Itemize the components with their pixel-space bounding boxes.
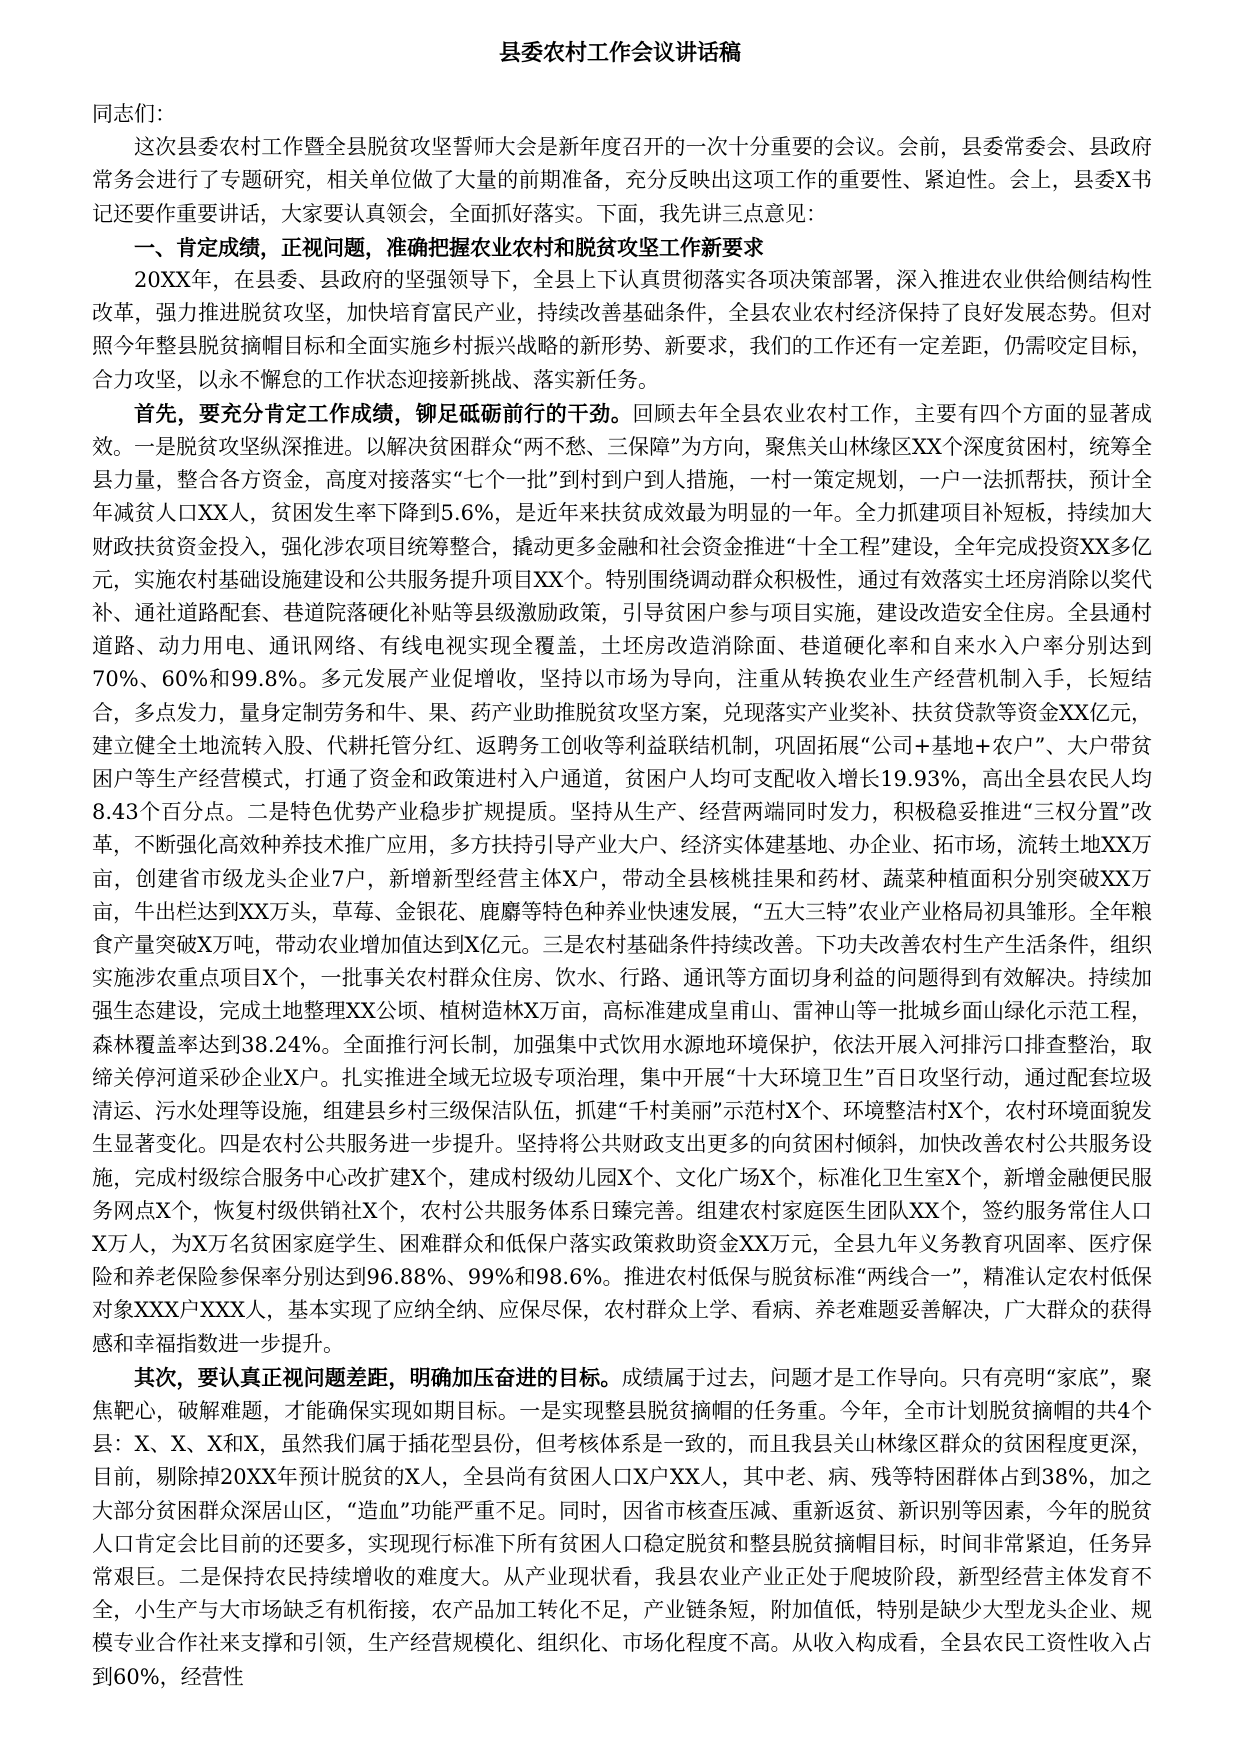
first-point-body: 回顾去年全县农业农村工作，主要有四个方面的显著成效。一是脱贫攻坚纵深推进。以解决贫困群众“两不愁、三保障”为方向，聚焦关山林缘区XX个深度贫困村，统筹全县力量，整合各方资金，高度对接落实“七个一批”到村到户到人措施，一村一策定规划，一户一法抓帮扶，预计全年减贫人口XX人，贫困发生率下降到5.6%，是近年来扶贫成效最为明显的一年。全力抓建项目补短板，持续加大财政扶贫资金投入，强化涉农项目统筹整合，撬动更多金融和社会资金推进“十全工程”建设，全年完成投资XX多亿元，实施农村基础设施建设和公共服务提升项目XX个。特别围绕调动群众积极性，通过有效落实土坯房消除以奖代补、通社道路配套、巷道院落硬化补贴等县级激励政策，引导贫困户参与项目实施，建设改造安全住房。全县通村道路、动力用电、通讯网络、有线电视实现全覆盖，土坯房改造消除面、巷道硬化率和自来水入户率分别达到70%、60%和99.8%。多元发展产业促增收，坚持以市场为导向，注重从转换农业生产经营机制入手，长短结合，多点发力，量身定制劳务和牛、果、药产业助推脱贫攻坚方案，兑现落实产业奖补、扶贫贷款等资金XX亿元，建立健全土地流转入股、代耕托管分红、返聘务工创收等利益联结机制，巩固拓展“公司+基地+农户”、大户带贫困户等生产经营模式，打通了资金和政策进村入户通道，贫困户人均可支配收入增长19.93%，高出全县农民人均8.43个百分点。二是特色优势产业稳步扩规提质。坚持从生产、经营两端同时发力，积极稳妥推进“三权分置”改革，不断强化高效种养技术推广应用，多方扶持引导产业大户、经济实体建基地、办企业、拓市场，流转土地XX万亩，创建省市级龙头企业7户，新增新型经营主体X户，带动全县核桃挂果和药材、蔬菜种植面积分别突破XX万亩，牛出栏达到XX万头，草莓、金银花、鹿麝等特色种养业快速发展，“五大三特”农业产业格局初具雏形。全年粮食产量突破X万吨，带动农业增加值达到X亿元。三是农村基础条件持续改善。下功夫改善农村生产生活条件，组织实施涉农重点项目X个，一批事关农村群众住房、饮水、行路、通讯等方面切身利益的问题得到有效解决。持续加强生态建设，完成土地整理XX公顷、植树造林X万亩，高标准建成皇甫山、雷神山等一批城乡面山绿化示范工程，森林覆盖率达到38.24%。全面推行河长制，加强集中式饮用水源地环境保护，依法开展入河排污口排查整治，取缔关停河道采砂企业X户。扎实推进全域无垃圾专项治理，集中开展“十大环境卫生”百日攻坚行动，通过配套垃圾清运、污水处理等设施，组建县乡村三级保洁队伍，抓建“千村美丽”示范村X个、环境整洁村X个，农村环境面貌发生显著变化。四是农村公共服务进一步提升。坚持将公共财政支出更多的向贫困村倾斜，加快改善农村公共服务设施，完成村级综合服务中心改扩建X个，建成村级幼儿园X个、文化广场X个，标准化卫生室X个，新增金融便民服务网点X个，恢复村级供销社X个，农村公共服务体系日臻完善。组建农村家庭医生团队XX个，签约服务常住人口X万人，为X万名贫困家庭学生、困难群众和低保户落实政策救助资金XX万元，全县九年义务教育巩固率、医疗保险和养老保险参保率分别达到96.88%、99%和98.6%。推进农村低保与脱贫标准“两线合一”，精准认定农村低保对象XXX户XXX人，基本实现了应纳全纳、应保尽保，农村群众上学、看病、养老难题妥善解决，广大群众的获得感和幸福指数进一步提升。 xyxy=(92,401,1152,1356)
greeting: 同志们： xyxy=(92,102,176,126)
second-point-paragraph xyxy=(92,1361,1152,1694)
second-point-lead: 其次，要认真正视问题差距，明确加压奋进的目标。 xyxy=(134,1364,622,1390)
document-title: 县委农村工作会议讲话稿 xyxy=(498,40,741,66)
section-1-paragraph: 20XX年，在县委、县政府的坚强领导下，全县上下认真贯彻落实各项决策部署，深入推进农业供给侧结构性改革，强力推进脱贫攻坚，加快培育富民产业，持续改善基础条件，全县农业农村经济保持了良好发展态势。但对照今年整县脱贫摘帽目标和全面实施乡村振兴战略的新形势、新要求，我们的工作还有一定差距，仍需咬定目标，合力攻坚，以永不懈怠的工作状态迎接新挑战、落实新任务。 xyxy=(92,268,1152,392)
first-point-paragraph xyxy=(92,397,1152,1361)
intro-paragraph: 这次县委农村工作暨全县脱贫攻坚誓师大会是新年度召开的一次十分重要的会议。会前，县委常委会、县政府常务会进行了专题研究，相关单位做了大量的前期准备，充分反映出这项工作的重要性、紧迫性。会上，县委X书记还要作重要讲话，大家要认真领会，全面抓好落实。下面，我先讲三点意见： xyxy=(92,135,1152,226)
section-heading-1: 一、肯定成绩，正视问题，准确把握农业农村和脱贫攻坚工作新要求 xyxy=(134,234,764,260)
first-point-lead: 首先，要充分肯定工作成绩，铆足砥砺前行的干劲。 xyxy=(134,400,633,426)
document-body xyxy=(92,98,1152,1694)
second-point-body: 成绩属于过去，问题才是工作导向。只有亮明“家底”，聚焦靶心，破解难题，才能确保实现如期目标。一是实现整县脱贫摘帽的任务重。今年，全市计划脱贫摘帽的共4个县：X、X、X和X，虽然我们属于插花型县份，但考核体系是一致的，而且我县关山林缘区群众的贫困程度更深，目前，剔除掉20XX年预计脱贫的X人，全县尚有贫困人口X户XX人，其中老、病、残等特困群体占到38%，加之大部分贫困群众深居山区，“造血”功能严重不足。同时，因省市核查压减、重新返贫、新识别等因素，今年的脱贫人口肯定会比目前的还要多，实现现行标准下所有贫困人口稳定脱贫和整县脱贫摘帽目标，时间非常紧迫，任务异常艰巨。二是保持农民持续增收的难度大。从产业现状看，我县农业产业正处于爬坡阶段，新型经营主体发育不全，小生产与大市场缺乏有机衔接，农产品加工转化不足，产业链条短，附加值低，特别是缺少大型龙头企业、规模专业合作社来支撑和引领，生产经营规模化、组织化、市场化程度不高。从收入构成看，全县农民工资性收入占到60%，经营性 xyxy=(92,1365,1152,1689)
